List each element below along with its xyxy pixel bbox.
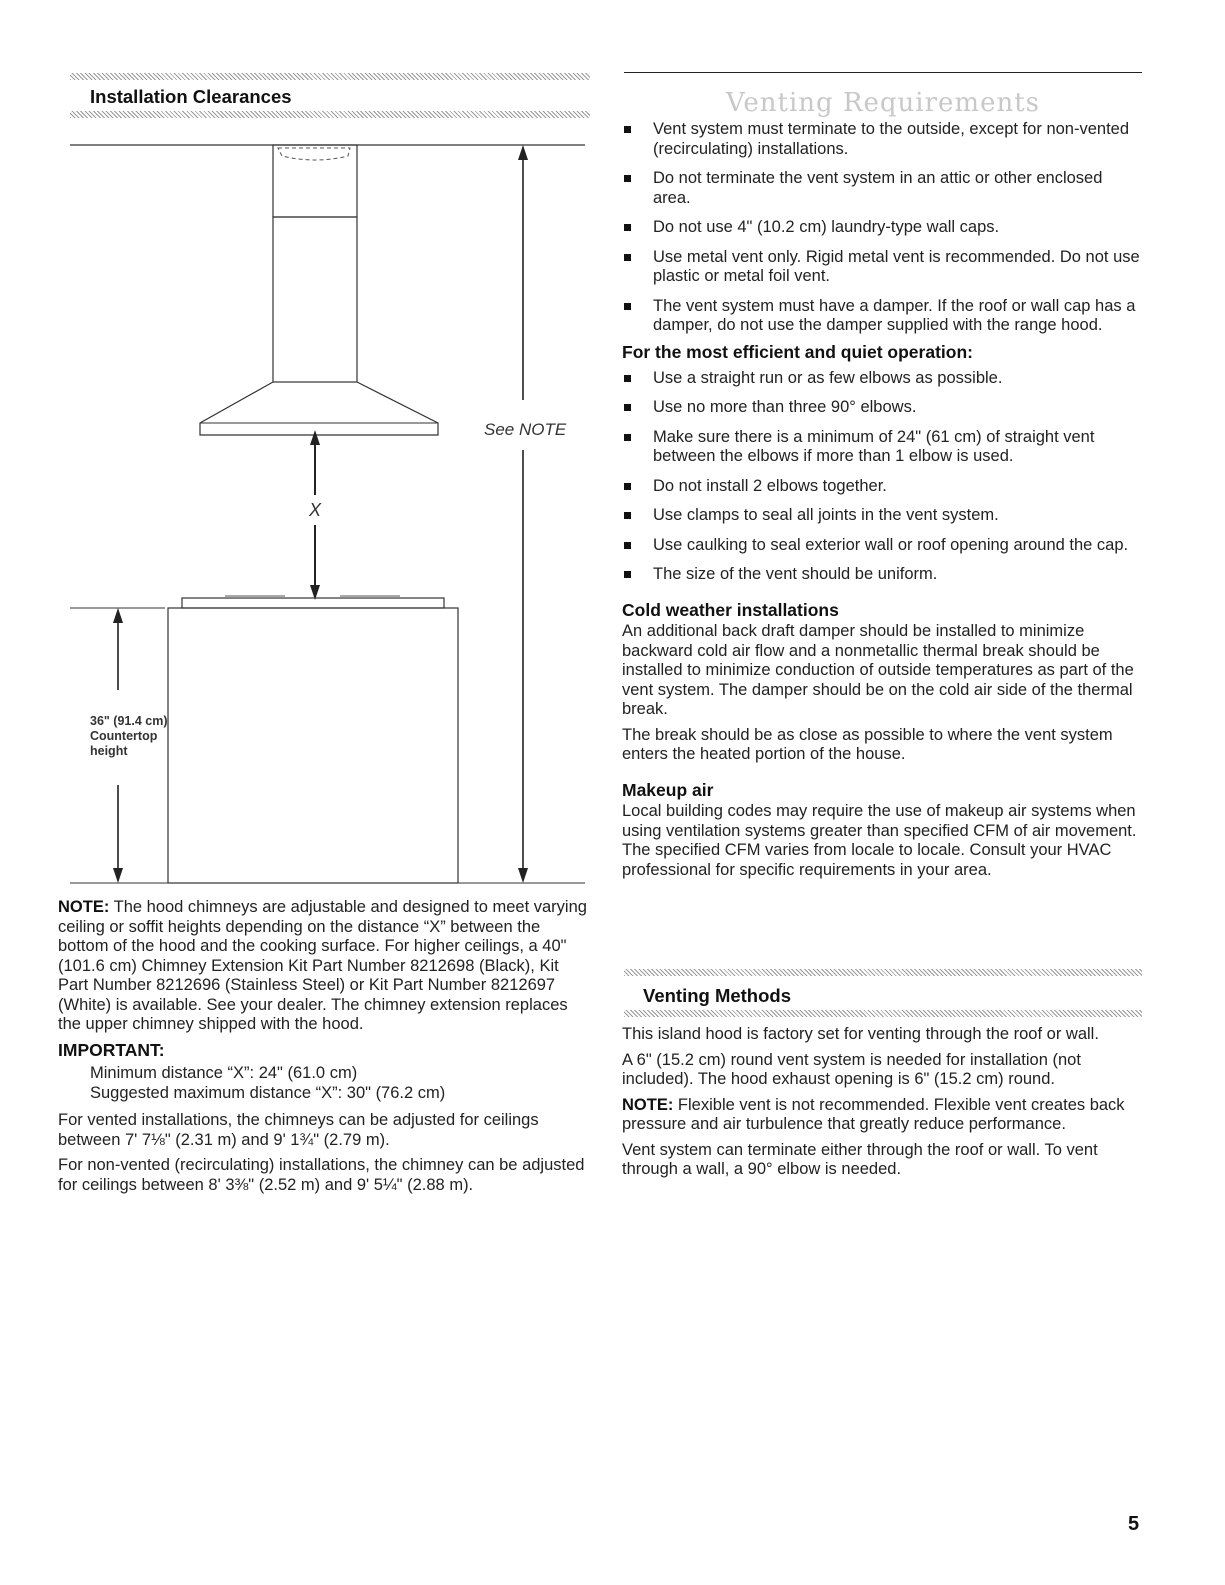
bullet-text: Make sure there is a minimum of 24" (61 cm) of straight vent between the elbows if more than 1 elbow is used. xyxy=(653,427,1095,465)
left-body xyxy=(58,898,588,1201)
page-number: 5 xyxy=(1128,1513,1140,1535)
list-item xyxy=(622,398,1142,418)
cold-weather-section xyxy=(622,601,1142,765)
right-top-rule xyxy=(624,72,1142,73)
list-item xyxy=(622,218,1142,238)
hood xyxy=(200,382,438,435)
vented-paragraph: For vented installations, the chimneys can be adjusted for ceilings between 7' 7⅛" (2.31 m) and 9' 1¾" (2.79 m). xyxy=(58,1111,539,1149)
bullet-text: Use no more than three 90° elbows. xyxy=(653,398,917,416)
cold-weather-p2: The break should be as close as possible to where the vent system enters the heated portion of the house. xyxy=(622,725,1113,763)
lower-chimney xyxy=(273,217,357,382)
bullet-text: Do not install 2 elbows together. xyxy=(653,476,887,495)
methods-note-paragraph xyxy=(622,1096,1144,1135)
countertop-line-3: height xyxy=(90,744,128,758)
countertop-height-label xyxy=(90,714,168,759)
list-item xyxy=(622,169,1142,208)
countertop-line-1: 36" (91.4 cm) xyxy=(90,714,168,728)
list-item xyxy=(622,536,1142,556)
cold-weather-p1: An additional back draft damper should be installed to minimize backward cold air flow and a nonmetallic thermal break should be installed to minimize conduction of outside temperatures as part of the vent system. The damper should be on the cold air side of the thermal break. xyxy=(622,622,1134,718)
upper-chimney xyxy=(273,145,357,217)
makeup-air-p: Local building codes may require the use of makeup air systems when using ventilation systems greater than specified CFM of air movement. The specified CFM varies from locale to locale. Consult your HVAC professional for specific requirements in your area. xyxy=(622,802,1137,879)
methods-p2: A 6" (15.2 cm) round vent system is needed for installation (not included). The hood exhaust opening is 6" (15.2 cm) round. xyxy=(622,1050,1081,1088)
section-bottom-hatch xyxy=(70,111,590,118)
note-paragraph xyxy=(58,898,588,1035)
bullet-icon xyxy=(624,175,631,182)
bullet-icon xyxy=(624,303,631,310)
bullet-icon xyxy=(624,126,631,133)
bullet-text: Use a straight run or as few elbows as possible. xyxy=(653,368,1003,387)
important-label: IMPORTANT: xyxy=(58,1039,165,1060)
bullet-text: The vent system must have a damper. If the roof or wall cap has a damper, do not use the damper supplied with the range hood. xyxy=(653,296,1136,334)
makeup-air-heading: Makeup air xyxy=(622,779,714,800)
vent-requirements-list xyxy=(622,120,1142,336)
list-item xyxy=(622,506,1142,526)
methods-bottom-hatch xyxy=(624,1010,1142,1017)
efficient-list xyxy=(622,369,1142,585)
clearance-diagram xyxy=(60,130,600,890)
bullet-icon xyxy=(624,375,631,382)
bullet-text: Do not use 4" (10.2 cm) laundry-type wall caps. xyxy=(653,218,1000,236)
min-distance: Minimum distance “X”: 24" (61.0 cm) xyxy=(90,1064,358,1082)
bullet-icon xyxy=(624,404,631,411)
list-item xyxy=(622,565,1142,585)
installation-clearances-title: Installation Clearances xyxy=(90,86,292,107)
venting-methods-title: Venting Methods xyxy=(643,985,791,1006)
bullet-text: Do not terminate the vent system in an attic or other enclosed area. xyxy=(653,169,1103,207)
venting-methods-body xyxy=(622,1025,1144,1186)
bullet-icon xyxy=(624,512,631,519)
bullet-icon xyxy=(624,571,631,578)
list-item xyxy=(622,477,1142,497)
bullet-text: Use caulking to seal exterior wall or roof opening around the cap. xyxy=(653,535,1129,554)
bullet-icon xyxy=(624,434,631,441)
right-upper-content xyxy=(622,120,1142,886)
bullet-icon xyxy=(624,542,631,549)
list-item xyxy=(622,428,1142,467)
list-item xyxy=(622,248,1142,287)
methods-note-label: NOTE: xyxy=(622,1095,674,1114)
makeup-air-section xyxy=(622,781,1142,881)
bullet-text: The size of the vent should be uniform. xyxy=(653,565,938,583)
methods-p1: This island hood is factory set for venting through the roof or wall. xyxy=(622,1025,1099,1043)
note-text: The hood chimneys are adjustable and designed to meet varying ceiling or soffit heights depending on the distance “X” between the bottom of the hood and the cooking surface. For higher ceilings, a 40" (101.6 cm) Chimney Extension Kit Part Number 8212698 (Black), Kit Part Number 8212696 (Stainless Steel) or Kit Part Number 8212697 (White) is available. See your dealer. The chimney extension replaces the upper chimney shipped with the hood. xyxy=(58,898,587,1033)
venting-requirements-title: Venting Requirements xyxy=(726,88,1040,118)
bullet-text: Use metal vent only. Rigid metal vent is recommended. Do not use plastic or metal foil vent. xyxy=(653,247,1140,285)
methods-top-hatch xyxy=(624,969,1142,976)
cold-weather-heading: Cold weather installations xyxy=(622,599,839,620)
methods-p4: Vent system can terminate either through the roof or wall. To vent through a wall, a 90° elbow is needed. xyxy=(622,1140,1098,1178)
list-item xyxy=(622,369,1142,389)
countertop-line-2: Countertop xyxy=(90,729,158,743)
nonvented-paragraph: For non-vented (recirculating) installations, the chimney can be adjusted for ceilings between 8' 3⅜" (2.52 m) and 9' 5¼" (2.88 m). xyxy=(58,1156,585,1194)
bullet-icon xyxy=(624,254,631,261)
bullet-text: Vent system must terminate to the outside, except for non-vented (recirculating) installations. xyxy=(653,120,1130,158)
list-item xyxy=(622,120,1142,159)
see-note-label: See NOTE xyxy=(484,420,567,439)
base-cabinet xyxy=(168,608,458,883)
note-label: NOTE: xyxy=(58,898,110,916)
x-label: X xyxy=(309,500,322,520)
bullet-text: Use clamps to seal all joints in the vent system. xyxy=(653,506,999,524)
section-top-hatch xyxy=(70,73,590,80)
efficient-heading: For the most efficient and quiet operation: xyxy=(622,341,973,362)
max-distance: Suggested maximum distance “X”: 30" (76.2 cm) xyxy=(90,1083,446,1102)
bullet-icon xyxy=(624,483,631,490)
cooktop xyxy=(182,598,444,608)
list-item xyxy=(622,297,1142,336)
methods-note-text: Flexible vent is not recommended. Flexible vent creates back pressure and air turbulence that greatly reduce performance. xyxy=(622,1095,1125,1133)
bullet-icon xyxy=(624,224,631,231)
